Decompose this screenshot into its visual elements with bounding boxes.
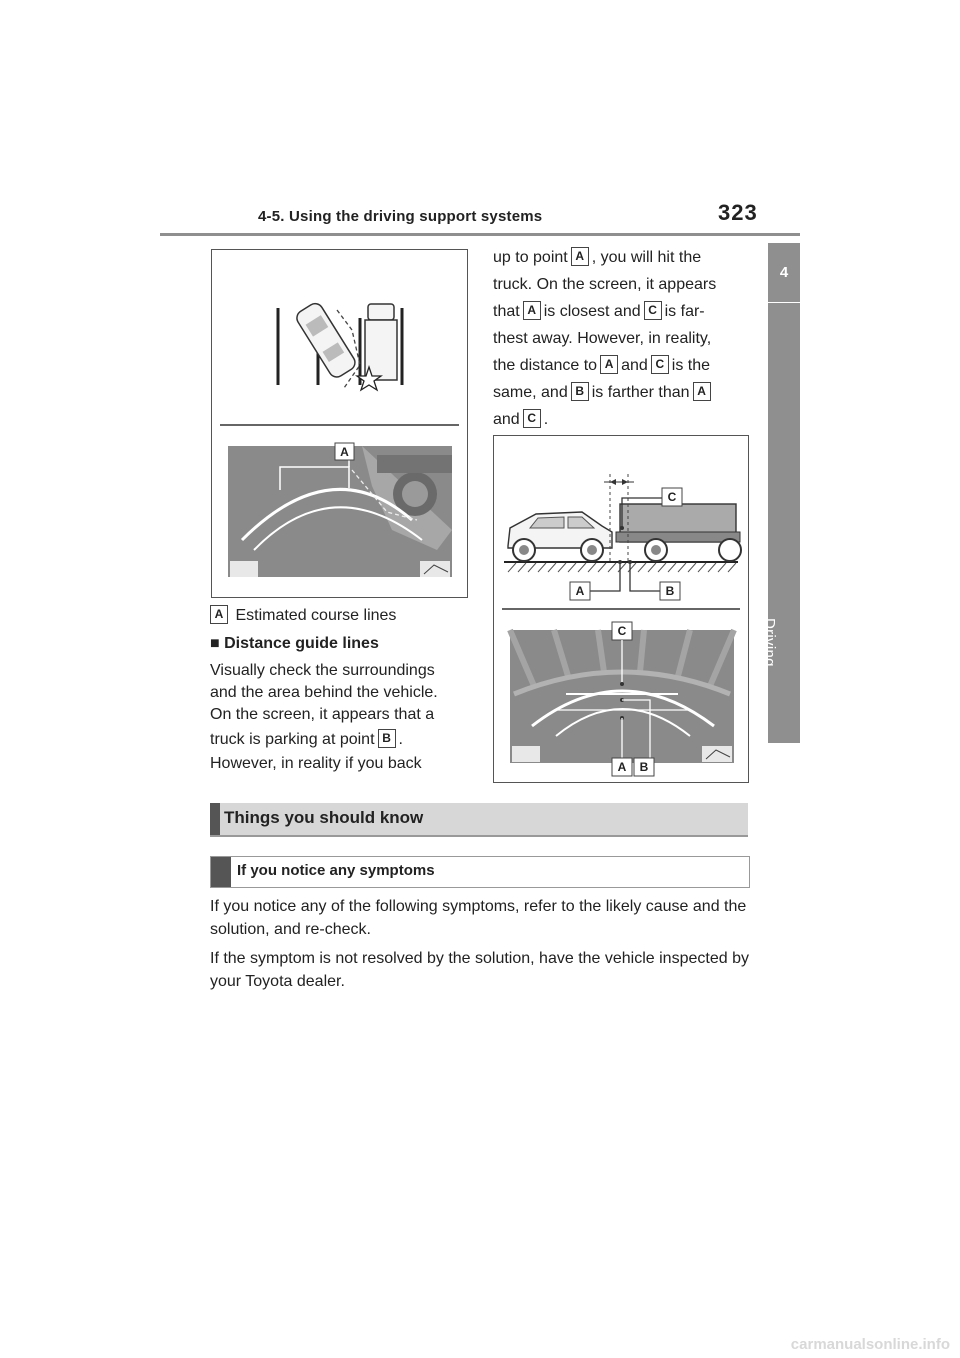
para-line: and the area behind the vehicle. (210, 684, 438, 701)
caption-estimated-course-lines: Estimated course lines (235, 607, 397, 624)
right-column-paragraph (493, 244, 753, 433)
section-title: 4-5. Using the driving support systems (258, 208, 543, 225)
header-rule (160, 233, 800, 236)
inline-badge-c: C (651, 355, 669, 374)
callout-a-text: A (340, 445, 349, 459)
body-paragraph-2: If the symptom is not resolved by the solution, have the vehicle inspected by your Toyota dealer. (210, 950, 749, 990)
caption-badge-a: A (210, 605, 228, 624)
text-span: up to point (493, 249, 568, 266)
text-span: the distance to (493, 357, 598, 374)
text-span: and (621, 357, 648, 374)
inline-badge-a: A (523, 301, 541, 320)
subsection-marker (211, 857, 231, 887)
text-span: , you will hit the (591, 249, 702, 266)
body-text (210, 895, 750, 999)
para-line: Visually check the surroundings (210, 662, 435, 679)
text-span: is far- (664, 303, 705, 320)
inline-badge-a: A (571, 247, 589, 266)
para-line: thest away. However, in reality, (493, 330, 712, 347)
text-span: truck is parking at point (210, 731, 375, 748)
callout-c-text: C (667, 490, 677, 504)
para-line (210, 726, 470, 753)
text-span: is closest and (543, 303, 641, 320)
text-span: is farther than (591, 384, 690, 401)
text-span: same, and (493, 384, 568, 401)
heading-distance-guide-lines: Distance guide lines (224, 635, 379, 652)
figure-course-lines (211, 249, 468, 598)
para-line: On the screen, it appears that a (210, 706, 435, 723)
text-span: . (398, 731, 403, 748)
callout-b-text: B (639, 760, 649, 774)
square-bullet-icon: ■ (210, 635, 220, 652)
text-span: and (493, 411, 520, 428)
page-number: 323 (718, 200, 758, 225)
para-line (493, 379, 753, 406)
subsection-if-you-notice (210, 856, 750, 888)
distance-guide-paragraph (210, 660, 470, 775)
subsection-title-text: If you notice any symptoms (237, 862, 435, 879)
inline-badge-a: A (693, 382, 711, 401)
chapter-tab-label: Driving (761, 618, 778, 667)
para-line (493, 352, 753, 379)
chapter-tab-number: 4 (768, 243, 800, 302)
inline-badge-b: B (571, 382, 589, 401)
para-line: However, in reality if you back (210, 755, 422, 772)
text-span: . (543, 411, 549, 428)
callout-b-text: B (665, 584, 675, 598)
distance-guide-illustration (494, 436, 748, 782)
para-line (493, 298, 753, 325)
callout-a-text: A (617, 760, 627, 774)
para-line (493, 406, 753, 433)
footer-watermark: carmanualsonline.info (790, 1336, 950, 1353)
text-span: is the (671, 357, 711, 374)
inline-badge-b: B (378, 729, 396, 748)
section-marker (210, 803, 220, 835)
inline-badge-c: C (644, 301, 662, 320)
inline-badge-c: C (523, 409, 541, 428)
inline-badge-a: A (600, 355, 618, 374)
course-lines-illustration (212, 250, 467, 597)
para-line (493, 244, 753, 271)
text-span: that (493, 303, 520, 320)
section-things-you-should-know (210, 803, 748, 837)
figure-distance-guide-lines (493, 435, 749, 783)
body-paragraph-1: If you notice any of the following symptoms, refer to the likely cause and the solution, and re-check. (210, 898, 747, 938)
callout-a-text: A (575, 584, 585, 598)
para-line: truck. On the screen, it appears (493, 276, 717, 293)
section-title-text: Things you should know (224, 808, 424, 827)
chapter-tab (768, 303, 800, 743)
callout-c-text: C (617, 624, 627, 638)
